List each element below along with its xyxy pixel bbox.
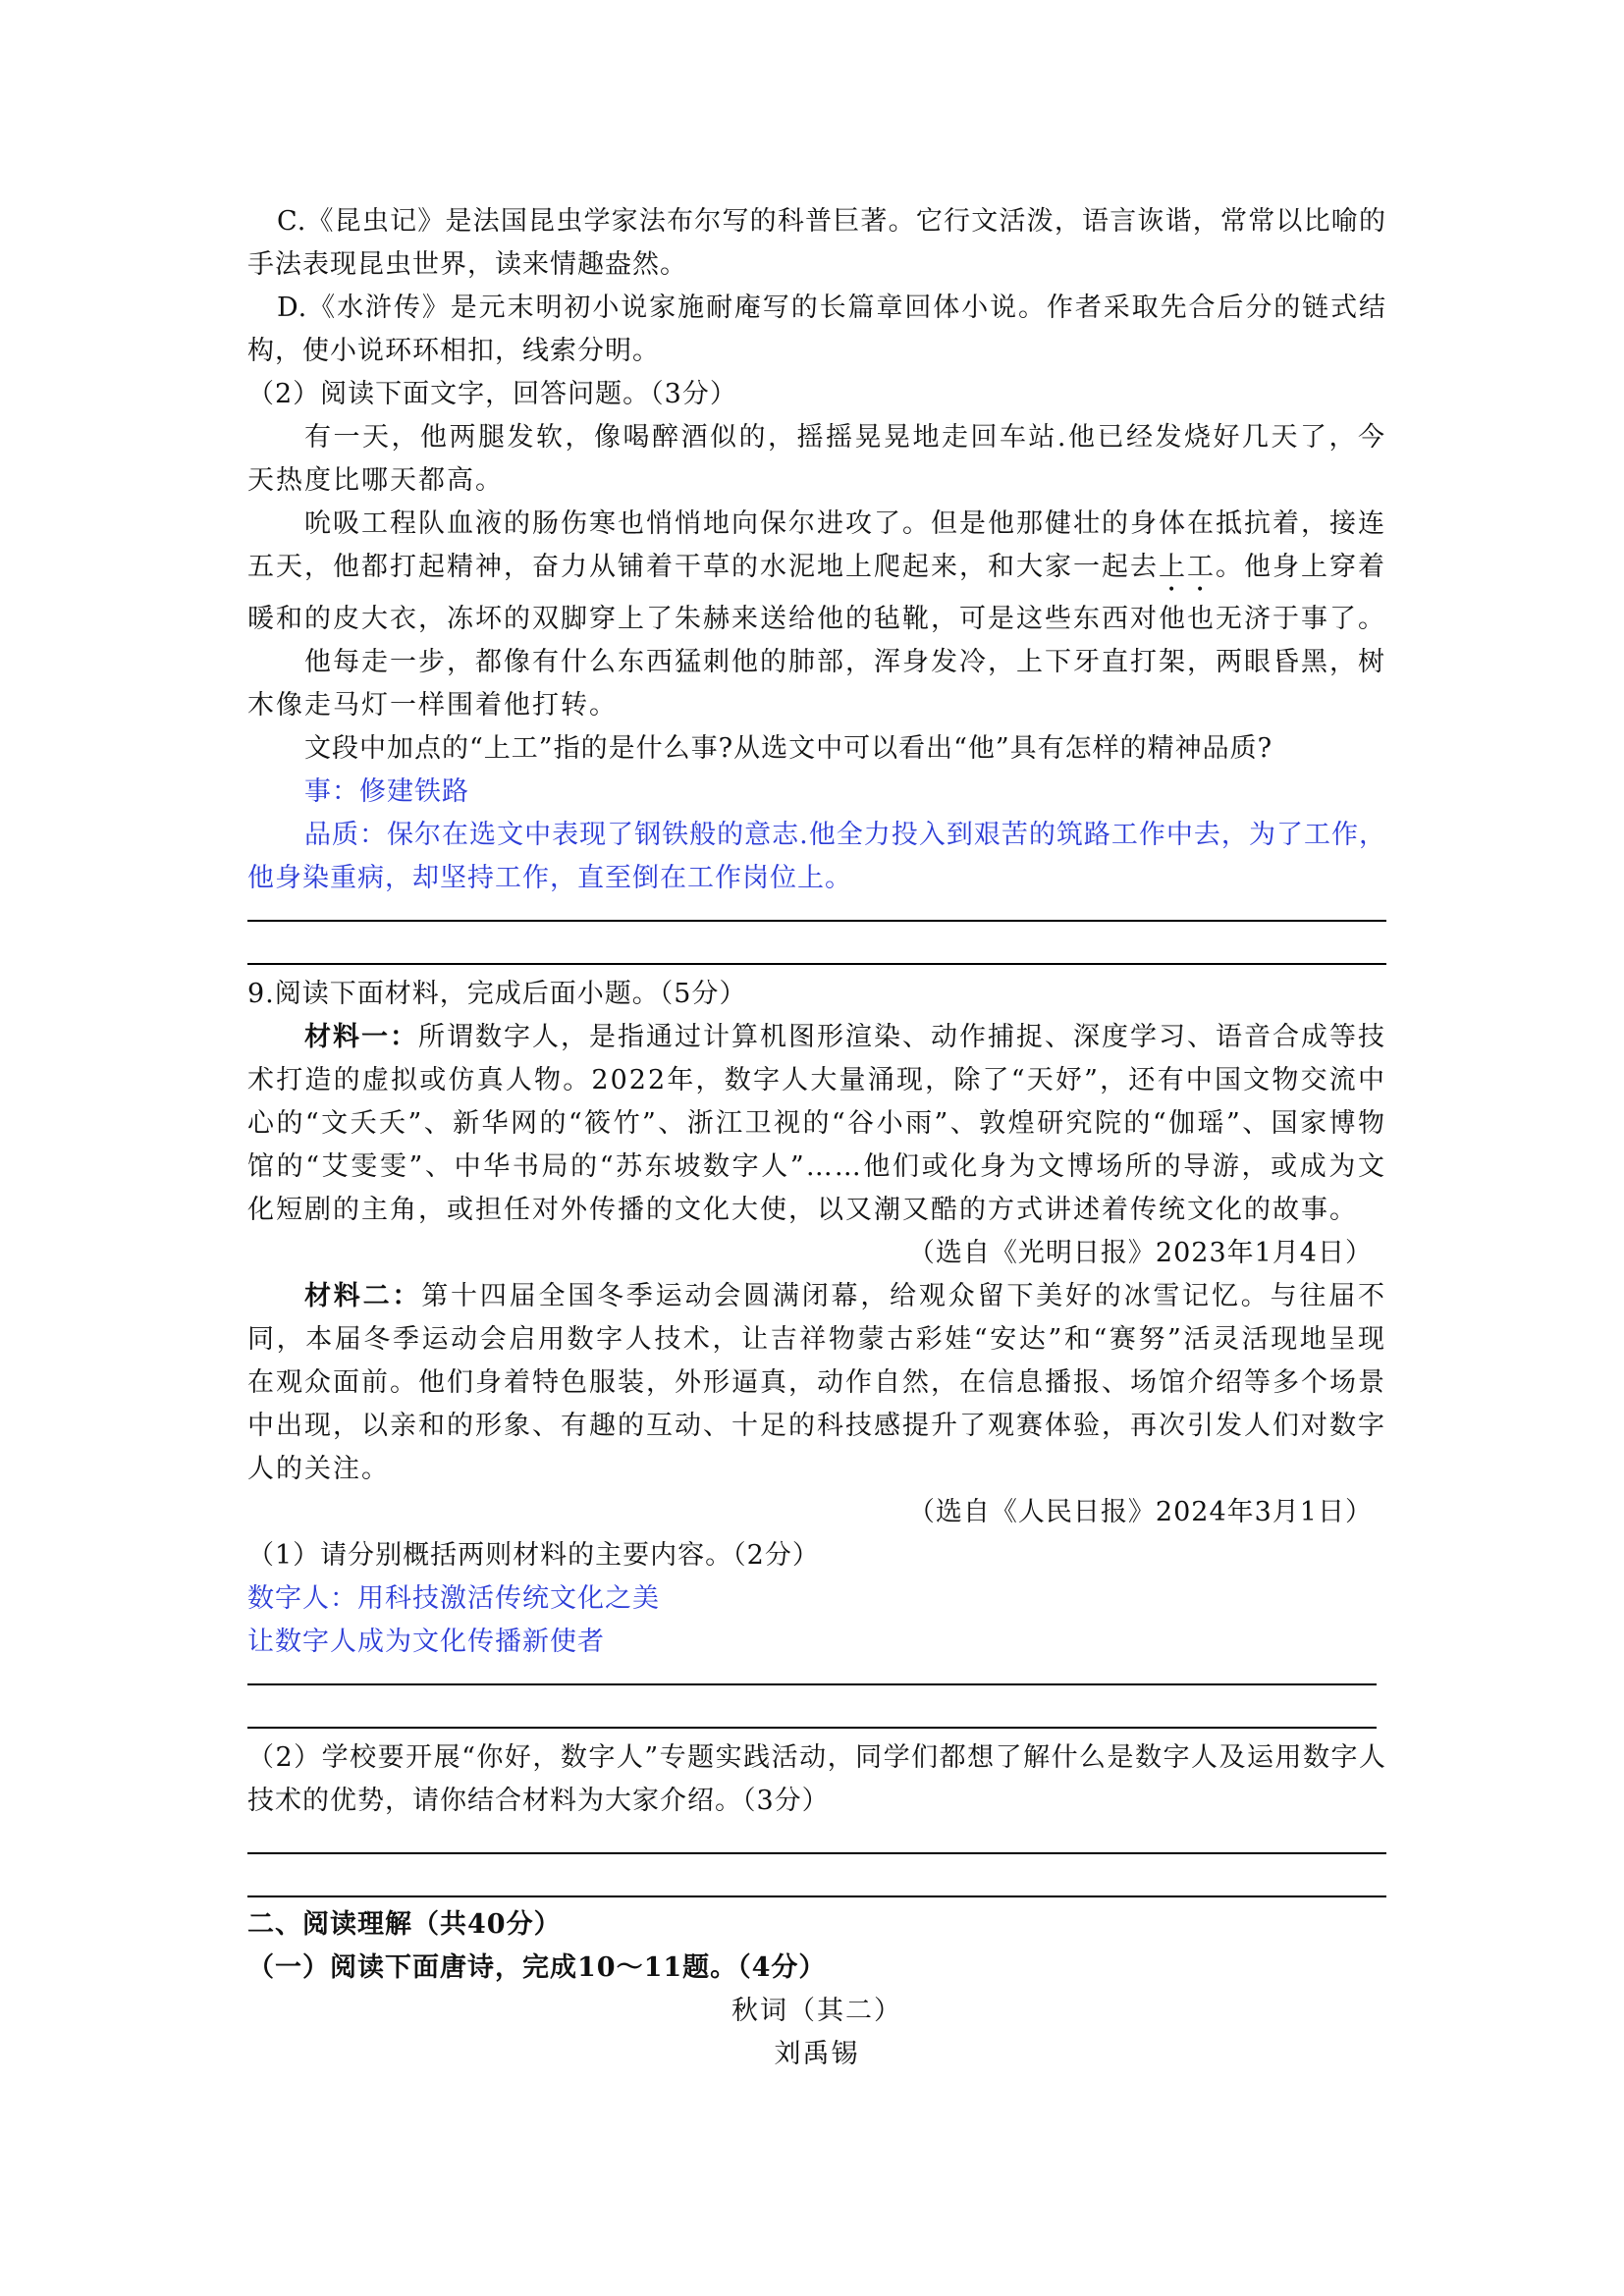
passage-paragraph-2 <box>247 503 1386 641</box>
material-2-text: 第十四届全国冬季运动会圆满闭幕，给观众留下美好的冰雪记忆。与往届不同，本届冬季运动会启用数字人技术，让吉祥物蒙古彩娃“安达”和“赛努”活灵活现地呈现在观众面前。他们身着特色服装，外形逼真，动作自然，在信息播报、场馆介绍等多个场景中出现，以亲和的形象、有趣的互动、十足的科技感提升了观赛体验，再次引发人们对数字人的关注。 <box>247 1281 1387 1484</box>
section2-subheading: （一）阅读下面唐诗，完成10～11题。（4分） <box>247 1952 827 1983</box>
poem-title: 秋词（其二） <box>731 1996 902 2026</box>
material-1 <box>247 1016 1386 1232</box>
passage-p2-before: 吮吸工程队血液的肠伤寒也悄悄地向保尔进攻了。但是他那健壮的身体在抵抗着，接连五天，他都打起精神，奋力从铺着干草的水泥地上爬起来，和大家一起去 <box>247 508 1386 582</box>
sub1-answer-2: 让数字人成为文化传播新使者 <box>247 1627 605 1657</box>
material-1-text: 所谓数字人，是指通过计算机图形渲染、动作捕捉、深度学习、语音合成等技术打造的虚拟或仿真人物。2022年，数字人大量涌现，除了“天妤”，还有中国文物交流中心的“文夭夭”、新华网的“筱竹”、浙江卫视的“谷小雨”、敦煌研究院的“伽瑶”、国家博物馆的“艾雯雯”、中华书局的“苏东坡数字人”……他们或化身为文博场所的导游，或成为文化短剧的主角，或担任对外传播的文化大使，以又潮又酷的方式讲述着传统文化的故事。 <box>247 1022 1386 1225</box>
option-c: C.《昆虫记》是法国昆虫学家法布尔写的科普巨著。它行文活泼，语言诙谐，常常以比喻的手法表现昆虫世界，读来情趣盎然。 <box>247 206 1386 280</box>
answer-quality: 品质：保尔在选文中表现了钢铁般的意志.他全力投入到艰苦的筑路工作中去，为了工作，他身染重病，却坚持工作，直至倒在工作岗位上。 <box>247 820 1386 893</box>
material-1-source: （选自《光明日报》2023年1月4日） <box>907 1238 1373 1268</box>
option-d: D.《水浒传》是元末明初小说家施耐庵写的长篇章回体小说。作者采取先合后分的链式结构，使小说环环相扣，线索分明。 <box>247 293 1386 366</box>
passage-paragraph-3: 他每走一步，都像有什么东西猛刺他的肺部，浑身发冷，上下牙直打架，两眼昏黑，树木像走马灯一样围着他打转。 <box>247 647 1386 721</box>
passage-paragraph-1: 有一天，他两腿发软，像喝醉酒似的，摇摇晃晃地走回车站.他已经发烧好几天了，今天热度比哪天都高。 <box>247 422 1386 496</box>
sub2-prompt: （2）学校要开展“你好，数字人”专题实践活动，同学们都想了解什么是数字人及运用数字人技术的优势，请你结合材料为大家介绍。（3分） <box>247 1742 1386 1816</box>
material-2 <box>247 1275 1386 1491</box>
question-text: 文段中加点的“上工”指的是什么事?从选文中可以看出“他”具有怎样的精神品质? <box>304 733 1273 764</box>
answer-event: 事：修建铁路 <box>304 776 469 807</box>
material-2-source: （选自《人民日报》2024年3月1日） <box>907 1497 1373 1527</box>
passage-p2-after: 。他身上穿着暖和的皮大衣，冻坏的双脚穿上了朱赫来送给他的毡靴，可是这些东西对他也无济于事了。 <box>247 552 1386 634</box>
section2-heading: 二、阅读理解（共40分） <box>247 1909 562 1940</box>
dotted-word-shanggong: 上工 <box>1159 552 1216 582</box>
material-2-label: 材料二： <box>304 1281 422 1311</box>
poem-author: 刘禹锡 <box>774 2039 860 2069</box>
sub1-answer-1: 数字人：用科技激活传统文化之美 <box>247 1583 660 1614</box>
q9-title: 9.阅读下面材料，完成后面小题。（5分） <box>247 979 747 1009</box>
part2-prompt: （2）阅读下面文字，回答问题。（3分） <box>247 379 737 409</box>
exam-page <box>247 187 1386 2076</box>
sub1-prompt: （1）请分别概括两则材料的主要内容。（2分） <box>247 1540 820 1571</box>
material-1-label: 材料一： <box>304 1022 418 1052</box>
